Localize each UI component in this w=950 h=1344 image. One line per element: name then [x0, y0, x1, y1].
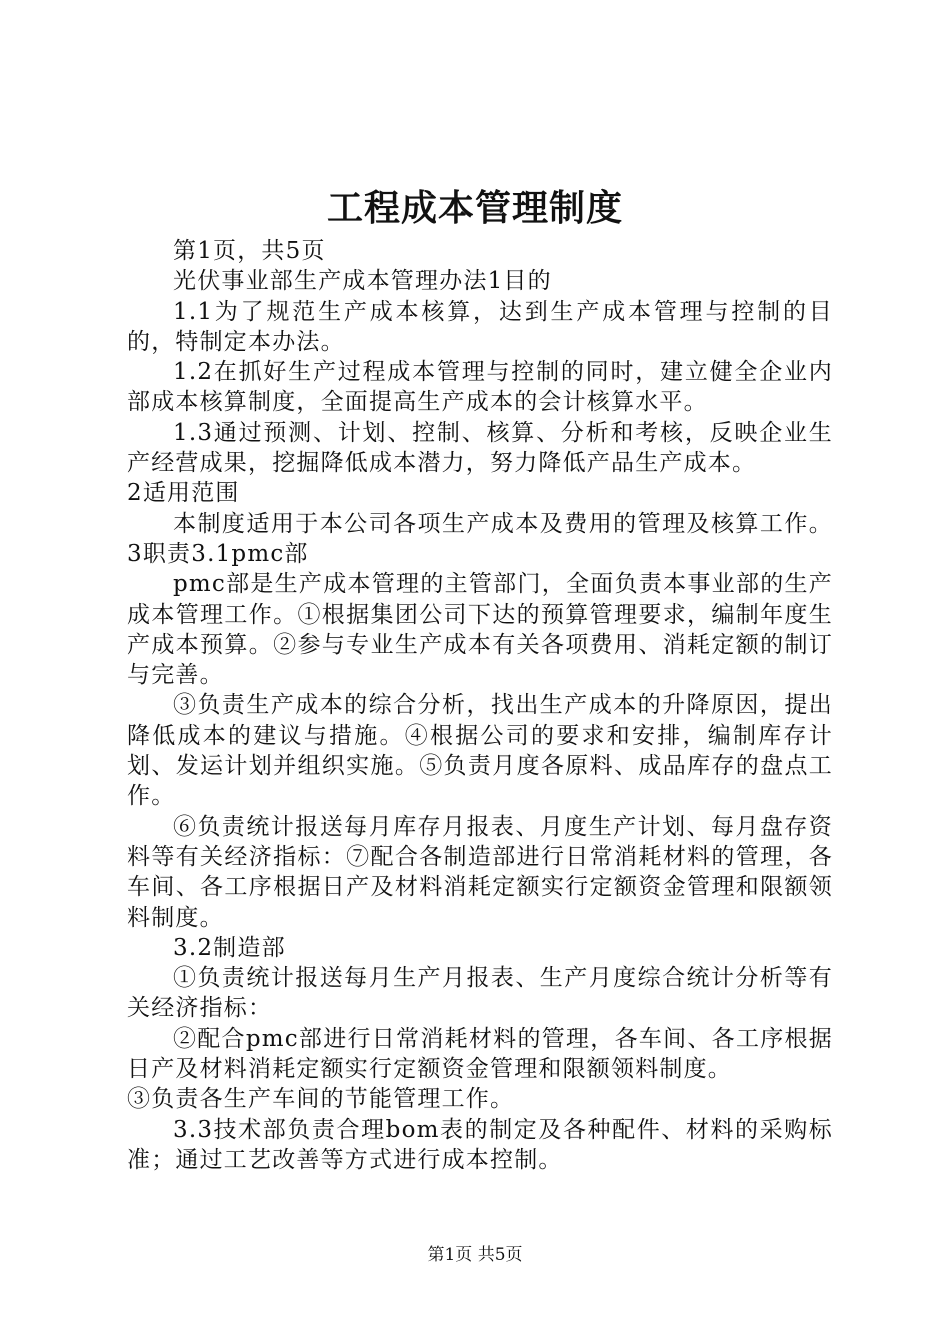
section-heading: 2适用范围 — [127, 480, 240, 507]
paragraph: 1.2在抓好生产过程成本管理与控制的同时，建立健全企业内部成本核算制度，全面提高生产成本的会计核算水平。 — [127, 359, 833, 416]
document-title: 工程成本管理制度 — [326, 187, 623, 229]
paragraph: 光伏事业部生产成本管理办法1目的 — [173, 268, 552, 295]
paragraph: 3.3技术部负责合理bom表的制定及各种配件、材料的采购标准；通过工艺改善等方式进行成本控制。 — [127, 1116, 833, 1173]
paragraph: 1.3通过预测、计划、控制、核算、分析和考核，反映企业生产经营成果，挖掘降低成本潜力，努力降低产品生产成本。 — [127, 419, 833, 477]
page-count-line: 第1页，共5页 — [173, 238, 326, 264]
paragraph: ③负责生产成本的综合分析，找出生产成本的升降原因，提出降低成本的建议与措施。④根据公司的要求和安排，编制库存计划、发运计划并组织实施。⑤负责月度各原料、成品库存的盘点工作。 — [127, 692, 833, 810]
paragraph: ②配合pmc部进行日常消耗材料的管理，各车间、各工序根据日产及材料消耗定额实行定额资金管理和限额领料制度。 — [127, 1025, 833, 1083]
paragraph: ⑥负责统计报送每月库存月报表、月度生产计划、每月盘存资料等有关经济指标：⑦配合各制造部进行日常消耗材料的管理，各车间、各工序根据日产及材料消耗定额实行定额资金管理和限额领料制度。 — [127, 813, 833, 931]
paragraph: ③负责各生产车间的节能管理工作。 — [127, 1086, 515, 1113]
paragraph: pmc部是生产成本管理的主管部门，全面负责本事业部的生产成本管理工作。①根据集团公司下达的预算管理要求，编制年度生产成本预算。②参与专业生产成本有关各项费用、消耗定额的制订与完善。 — [127, 571, 833, 689]
page-footer: 第1页 共5页 — [427, 1245, 523, 1265]
paragraph: 本制度适用于本公司各项生产成本及费用的管理及核算工作。3职责3.1pmc部 — [127, 510, 833, 567]
section-heading: 3.2制造部 — [173, 934, 286, 961]
paragraph: ①负责统计报送每月生产月报表、生产月度综合统计分析等有关经济指标： — [127, 965, 833, 1022]
document-body — [127, 236, 833, 1175]
paragraph: 1.1为了规范生产成本核算，达到生产成本管理与控制的目的，特制定本办法。 — [127, 298, 833, 355]
